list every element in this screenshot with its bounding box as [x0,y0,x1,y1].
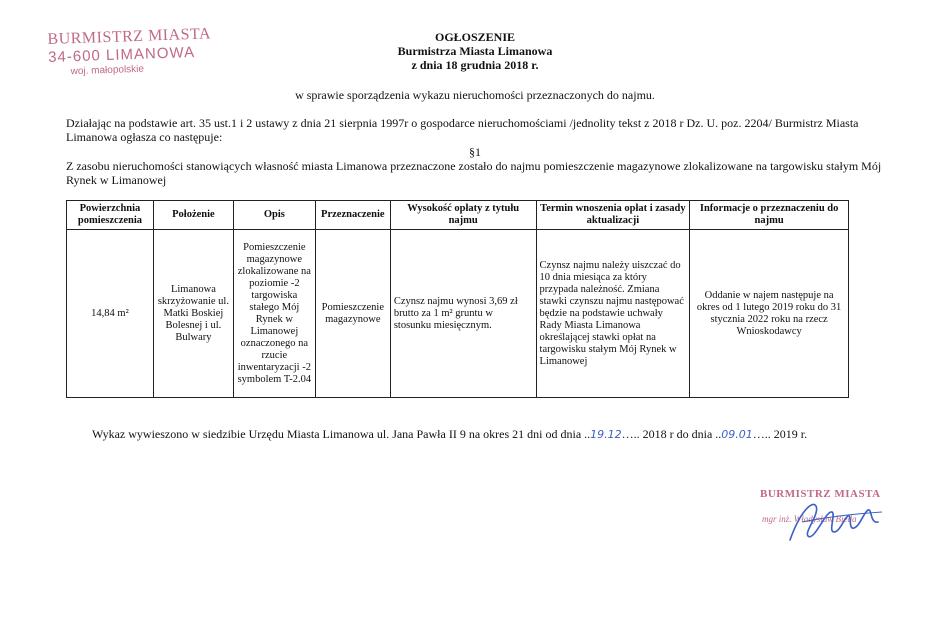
cell-fee: Czynsz najmu wynosi 3,69 zł brutto za 1 m² gruntu w stosunku miesięcznym. [390,230,536,398]
signature-title: BURMISTRZ MIASTA [760,488,881,500]
cell-location: Limanowa skrzyżowanie ul. Matki Boskiej Bolesnej i ul. Bulwary [153,230,233,398]
section-mark: §1 [469,145,481,159]
posting-mid: 2018 r do dnia [639,427,716,441]
subject-line: w sprawie sporządzenia wykazu nieruchomości przeznaczonych do najmu. [295,88,655,102]
body-paragraph: Z zasobu nieruchomości stanowiących własność miasta Limanowa przeznaczone zostało do najmu pomieszczenie magazynowe zlokalizowane na targowisku stałym Mój Rynek w Limanowej [66,159,882,187]
date-dots: .. [715,427,722,441]
stamp-line-2: 34-600 LIMANOWA [47,44,196,67]
cell-lease-info: Oddanie w najem następuje na okres od 1 lutego 2019 roku do 31 stycznia 2022 roku na rzecz Wnioskodawcy [690,230,849,398]
property-table [66,200,849,398]
header-location: Położenie [153,201,233,230]
header-fee: Wysokość opłaty z tytułu najmu [390,201,536,230]
handwritten-start-date: 19.12 [590,428,622,441]
handwritten-end-date: 09.01 [721,428,753,441]
header-description: Opis [233,201,315,230]
header-lease-info: Informacje o przeznaczeniu do najmu [690,201,849,230]
document-header [0,30,950,72]
date-dots: ….. [752,427,771,441]
intro-paragraph: Działając na podstawie art. 35 ust.1 i 2 ustawy z dnia 21 sierpnia 1997r o gospodarce nieruchomościami /jednolity tekst z 2018 r Dz. U. poz. 2204/ Burmistrz Miasta Limanowa ogłasza co następuje: [66,116,859,144]
issuer-line: Burmistrza Miasta Limanowa [397,44,553,58]
header-purpose: Przeznaczenie [315,201,390,230]
table-row [67,230,849,398]
stamp-line-1: BURMISTRZ MIASTA [47,25,212,49]
date-dots: .. [584,427,591,441]
cell-description: Pomieszczenie magazynowe zlokalizowane na poziomie -2 targowiska stałego Mój Rynek w Limanowej oznaczonego na rzucie inwentaryzacji -2 symbolem T-2.04 [233,230,315,398]
posting-prefix: Wykaz wywieszono w siedzibie Urzędu Miasta Limanowa ul. Jana Pawła II 9 na okres 21 dni od dnia [92,427,585,441]
posting-suffix: 2019 r. [770,427,808,441]
posting-notice [92,427,807,442]
table-header-row [67,201,849,230]
date-dots: ….. [621,427,640,441]
header-area: Powierzchnia pomieszczenia [67,201,154,230]
cell-purpose: Pomieszczenie magazynowe [315,230,390,398]
handwritten-signature [782,492,892,552]
cell-payment-terms: Czynsz najmu należy uiszczać do 10 dnia miesiąca za który przypada należność. Zmiana stawki czynszu najmu następować będzie na podstawie uchwały Rady Miasta Limanowa określającej stawki opłat na targowisku stałym Mój Rynek w Limanowej [536,230,690,398]
date-line: z dnia 18 grudnia 2018 r. [411,58,539,72]
header-payment-terms: Termin wnoszenia opłat i zasady aktualizacji [536,201,690,230]
cell-area: 14,84 m² [67,230,154,398]
signature-name: mgr inż. Władysław Bieda [762,514,857,524]
document-title: OGŁOSZENIE [434,30,516,44]
stamp-line-3: woj. małopolskie [70,63,145,77]
